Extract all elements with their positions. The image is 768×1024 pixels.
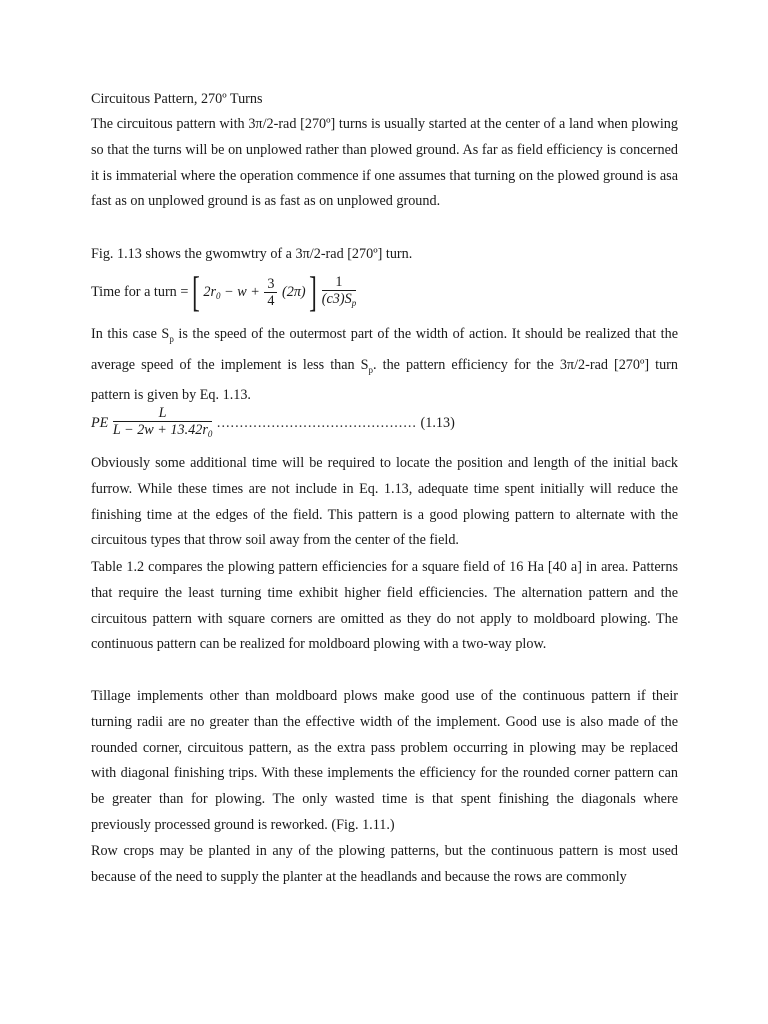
paragraph-speed-definition: In this case $S_p$ is the speed of the outermost part of the width of action. It should be realized that the average speed of the implement is less than $S_p$. the pattern efficiency for the 3π/2-rad [270º] turn pattern is given by Eq. 1.13. bbox=[91, 326, 679, 404]
equation-lhs: PE bbox=[91, 415, 109, 431]
term-2r0: $2r_0$ bbox=[203, 284, 221, 301]
fraction-one-over-speed: $\frac{1}{(c3)S_p}$ bbox=[321, 274, 357, 309]
paragraph-fig-reference: Fig. 1.13 shows the gwomwtry of a 3π/2-rad [270º] turn. bbox=[91, 246, 413, 262]
section-heading: Circuitous Pattern, 270º Turns bbox=[91, 91, 263, 107]
right-bracket: ] bbox=[309, 269, 318, 316]
paragraph-circuitous-intro: The circuitous pattern with 3π/2-rad [270º] turns is usually started at the center of a land when plowing so that the turns will be on unplowed rather than plowed ground. As far as field efficiency is concerned it is immaterial where the operation commence if one assumes that turning on the plowed ground is asa fast as on unplowed ground is as fast as on unplowed ground. bbox=[91, 116, 678, 210]
equation-time-for-turn bbox=[91, 269, 357, 316]
equation-pattern-efficiency bbox=[91, 405, 455, 442]
equation-label: Time for a turn = bbox=[91, 284, 189, 300]
leader-dots: ............................................ bbox=[216, 415, 417, 431]
paragraph-tillage-implements: Tillage implements other than moldboard plows make good use of the continuous pattern if their turning radii are no greater than the effective width of the implement. Good use is also made of the rounded corner, circuitous pattern, as the extra pass problem occurring in plowing may be replaced with diagonal finishing trips. With these implements the efficiency for the rounded corner pattern can be greater than for plowing. The only wasted time is that spent finishing the diagonals where previously processed ground is reworked. (Fig. 1.11.) bbox=[91, 688, 678, 833]
left-bracket: [ bbox=[192, 269, 200, 316]
fraction-efficiency: $\frac{L}{L - 2w + 13.42r_0}$ bbox=[112, 405, 213, 440]
paragraph-row-crops: Row crops may be planted in any of the plowing patterns, but the continuous pattern is most used because of the need to supply the planter at the headlands and because the rows are commonly bbox=[91, 843, 678, 885]
term-two-pi: (2π) bbox=[282, 284, 306, 300]
paragraph-table-comparison: Table 1.2 compares the plowing pattern efficiencies for a square field of 16 Ha [40 a] in area. Patterns that require the least turning time exhibit higher field efficiencies. The alternation pattern and the circuitous pattern with square corners are omitted as they do not apply to moldboard plowing. The continuous pattern can be realized for moldboard plowing with a two-way plow. bbox=[91, 559, 678, 653]
fraction-three-quarters: $\frac{3}{4}$ bbox=[264, 276, 277, 309]
paragraph-back-furrow: Obviously some additional time will be required to locate the position and length of the initial back furrow. While these times are not include in Eq. 1.13, adequate time spent initially will reduce the finishing time at the edges of the field. This pattern is a good plowing pattern to alternate with the circuitous types that throw soil away from the center of the field. bbox=[91, 455, 678, 549]
term-minus-w: − w + bbox=[220, 284, 264, 300]
equation-number: (1.13) bbox=[420, 415, 455, 431]
